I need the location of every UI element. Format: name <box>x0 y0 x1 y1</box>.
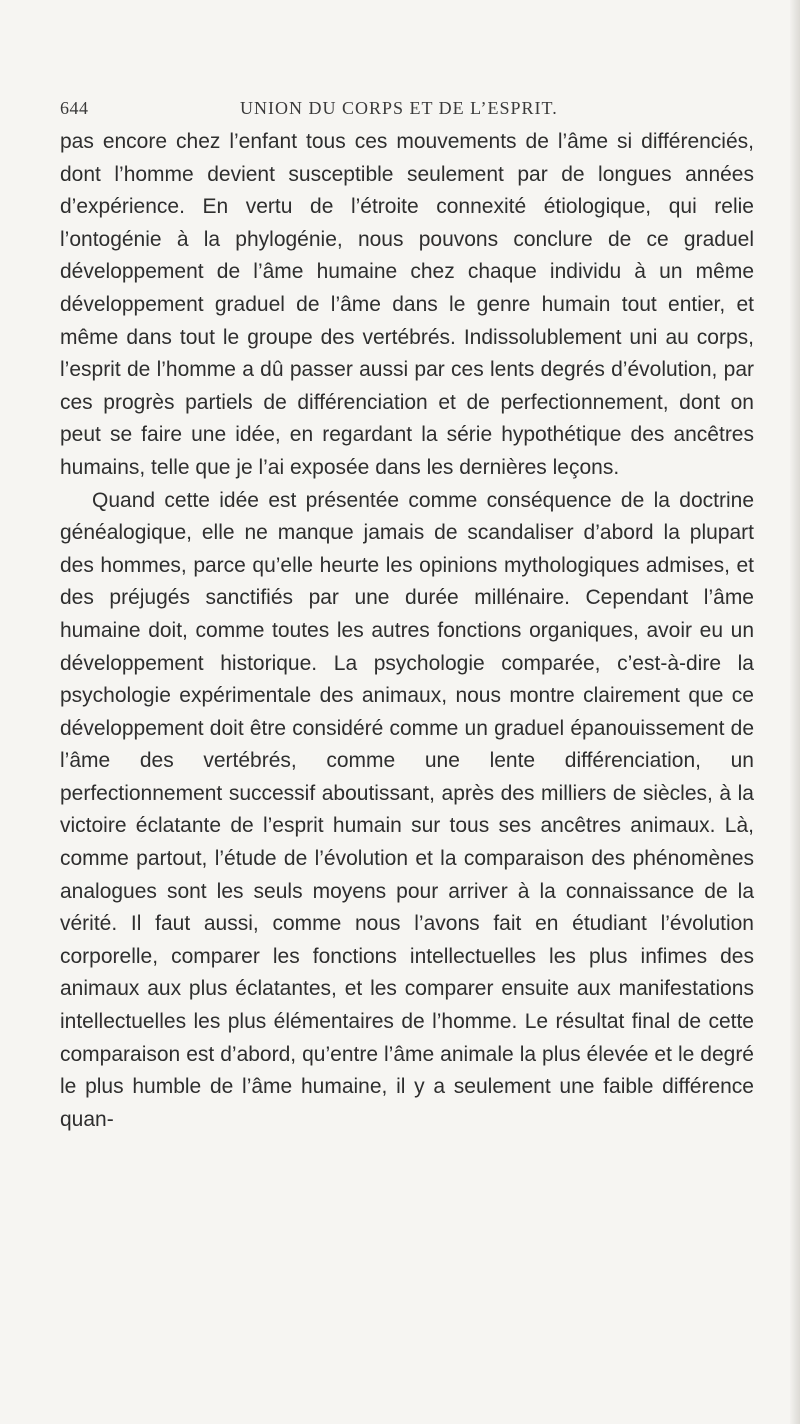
paragraph-continued: pas encore chez l’enfant tous ces mouvements de l’âme si différenciés, dont l’homme devient susceptible seulement par de longues années d’expérience. En vertu de l’étroite connexité étiologique, qui relie l’ontogénie à la phylogénie, nous pouvons conclure de ce graduel développement de l’âme humaine chez chaque individu à un même développement graduel de l’âme dans le genre humain tout entier, et même dans tout le groupe des vertébrés. Indissolublement uni au corps, l’esprit de l’homme a dû passer aussi par ces lents degrés d’évolution, par ces progrès partiels de différenciation et de perfectionnement, dont on peut se faire une idée, en regardant la série hypothétique des ancêtres humains, telle que je l’ai exposée dans les dernières leçons. <box>60 130 754 479</box>
body-text <box>60 126 754 1136</box>
page-number: 644 <box>60 98 89 118</box>
page-edge-shadow <box>790 0 800 1424</box>
running-title: UNION DU CORPS ET DE L’ESPRIT. <box>240 98 558 118</box>
paragraph: Quand cette idée est présentée comme conséquence de la doctrine généalogique, elle ne manque jamais de scandaliser d’abord la plupart des hommes, parce qu’elle heurte les opinions mythologiques admises, et des préjugés sanctifiés par une durée millénaire. Cependant l’âme humaine doit, comme toutes les autres fonctions organiques, avoir eu un développement historique. La psychologie comparée, c’est-à-dire la psychologie expérimentale des animaux, nous montre clairement que ce développement doit être considéré comme un graduel épanouissement de l’âme des vertébrés, comme une lente différenciation, un perfectionnement successif aboutissant, après des milliers de siècles, à la victoire éclatante de l’esprit humain sur tous ses ancêtres animaux. Là, comme partout, l’étude de l’évolution et la comparaison des phénomènes analogues sont les seuls moyens pour arriver à la connaissance de la vérité. Il faut aussi, comme nous l’avons fait en étudiant l’évolution corporelle, comparer les fonctions intellectuelles les plus infimes des animaux aux plus éclatantes, et les comparer ensuite aux manifestations intellectuelles les plus élémentaires de l’homme. Le résultat final de cette comparaison est d’abord, qu’entre l’âme animale la plus élevée et le degré le plus humble de l’âme humaine, il y a seulement une faible différence quan- <box>60 488 754 1131</box>
